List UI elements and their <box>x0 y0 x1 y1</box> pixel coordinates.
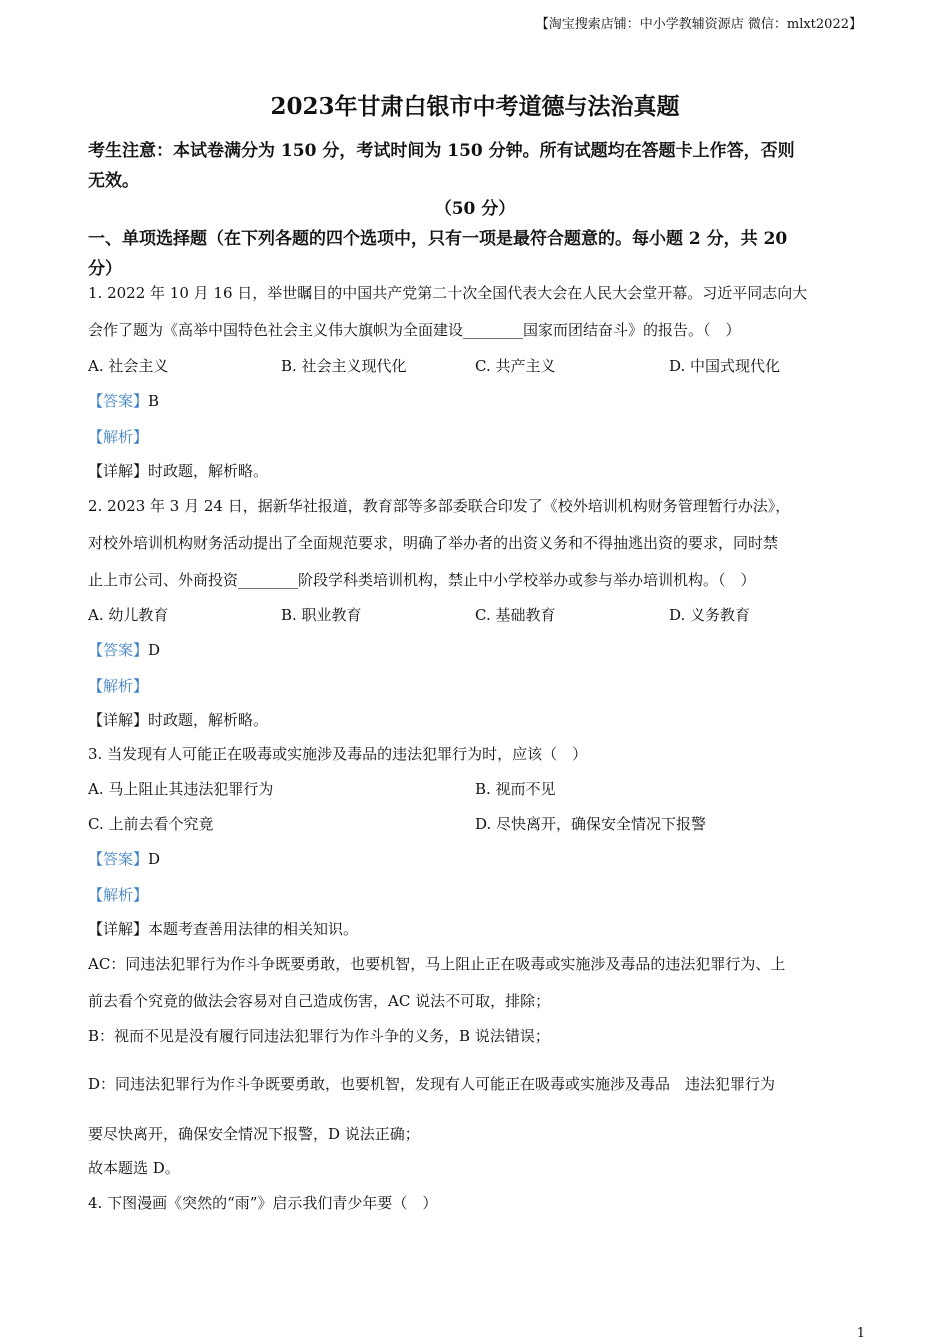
answer-label: 【答案】 <box>88 850 149 868</box>
q1-option-b: B. 社会主义现代化 <box>281 357 407 375</box>
detail-label: 【详解】 <box>88 462 149 480</box>
section-heading-line-2: 分） <box>88 259 122 279</box>
notice-line-2: 无效。 <box>88 171 139 191</box>
q1-option-c: C. 共产主义 <box>475 357 556 375</box>
answer-label: 【答案】 <box>88 641 149 659</box>
header-note: 【淘宝搜索店铺：中小学教辅资源店 微信：mlxt2022】 <box>535 17 862 32</box>
q2-answer <box>88 639 160 660</box>
score-label: （50 分） <box>434 199 516 219</box>
q2-option-b: B. 职业教育 <box>281 606 362 624</box>
q1-option-d: D. 中国式现代化 <box>669 357 781 375</box>
page-title: 2023年甘肃白银市中考道德与法治真题 <box>270 93 680 120</box>
detail-label: 【详解】 <box>88 711 149 729</box>
q3-answer-value: D <box>148 850 161 868</box>
q1-detail <box>88 460 268 481</box>
q3-explain-line-3: B：视而不见是没有履行同违法犯罪行为作斗争的义务，B 说法错误； <box>88 1027 550 1045</box>
q2-detail <box>88 709 268 730</box>
q2-option-d: D. 义务教育 <box>669 606 751 624</box>
q3-option-a: A. 马上阻止其违法犯罪行为 <box>88 780 274 798</box>
q3-option-c: C. 上前去看个究竟 <box>88 815 214 833</box>
q3-detail-text: 本题考查善用法律的相关知识。 <box>148 920 359 938</box>
q3-explain-line-6: 故本题选 D。 <box>88 1159 180 1177</box>
q2-stem-line-3: 止上市公司、外商投资________阶段学科类培训机构，禁止中小学校举办或参与举办培训机构。（ ） <box>88 571 756 589</box>
q1-option-a: A. 社会主义 <box>88 357 169 375</box>
q2-option-a: A. 幼儿教育 <box>88 606 169 624</box>
q1-stem-line-2: 会作了题为《高举中国特色社会主义伟大旗帜为全面建设________国家而团结奋斗》的报告。（ ） <box>88 321 741 339</box>
q3-stem: 3. 当发现有人可能正在吸毒或实施涉及毒品的违法犯罪行为时，应该（ ） <box>88 745 588 763</box>
q3-detail <box>88 918 358 939</box>
q1-detail-text: 时政题，解析略。 <box>148 462 269 480</box>
q3-explain-line-5: 要尽快离开，确保安全情况下报警，D 说法正确； <box>88 1125 420 1143</box>
detail-label: 【详解】 <box>88 920 149 938</box>
q3-option-b: B. 视而不见 <box>475 780 556 798</box>
q3-analysis-label: 【解析】 <box>88 886 149 904</box>
q3-answer <box>88 848 160 869</box>
notice-line-1: 考生注意：本试卷满分为 150 分，考试时间为 150 分钟。所有试题均在答题卡上作答，否则 <box>88 141 795 161</box>
q3-explain-line-1: AC：同违法犯罪行为作斗争既要勇敢，也要机智，马上阻止正在吸毒或实施涉及毒品的违法犯罪行为、上 <box>88 955 786 973</box>
q1-answer <box>88 390 159 411</box>
q4-stem: 4. 下图漫画《突然的“雨”》启示我们青少年要（ ） <box>88 1194 438 1212</box>
q2-stem-line-1: 2. 2023 年 3 月 24 日，据新华社报道，教育部等多部委联合印发了《校外培训机构财务管理暂行办法》， <box>88 497 791 515</box>
q3-explain-line-4: D：同违法犯罪行为作斗争既要勇敢，也要机智，发现有人可能正在吸毒或实施涉及毒品 违法犯罪行为 <box>88 1075 776 1093</box>
q2-option-c: C. 基础教育 <box>475 606 556 624</box>
page-number: 1 <box>856 1326 865 1341</box>
answer-label: 【答案】 <box>88 392 149 410</box>
q2-stem-line-2: 对校外培训机构财务活动提出了全面规范要求，明确了举办者的出资义务和不得抽逃出资的要求，同时禁 <box>88 534 779 552</box>
q2-analysis-label: 【解析】 <box>88 677 149 695</box>
q1-answer-value: B <box>148 392 160 410</box>
q3-explain-line-2: 前去看个究竟的做法会容易对自己造成伤害，AC 说法不可取，排除； <box>88 992 551 1010</box>
q1-analysis-label: 【解析】 <box>88 428 149 446</box>
q1-stem-line-1: 1. 2022 年 10 月 16 日，举世瞩目的中国共产党第二十次全国代表大会在人民大会堂开幕。习近平同志向大 <box>88 284 808 302</box>
section-heading-line-1: 一、单项选择题（在下列各题的四个选项中，只有一项是最符合题意的。每小题 2 分，共 20 <box>88 229 788 249</box>
q2-detail-text: 时政题，解析略。 <box>148 711 269 729</box>
q2-answer-value: D <box>148 641 161 659</box>
q3-option-d: D. 尽快离开，确保安全情况下报警 <box>475 815 707 833</box>
